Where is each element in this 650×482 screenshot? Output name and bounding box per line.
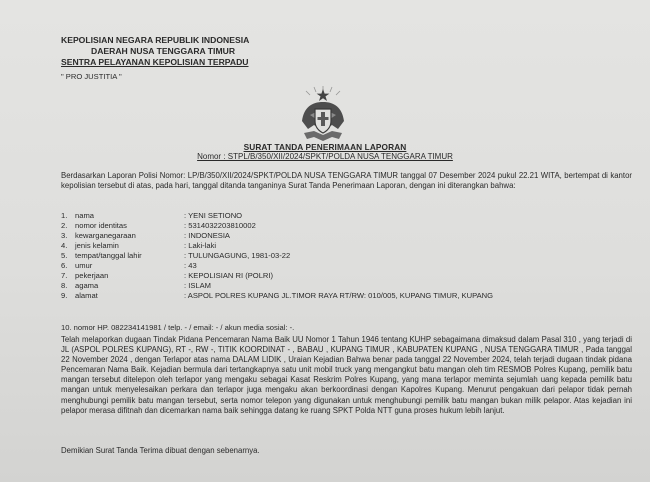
field-number: 3. [61, 231, 68, 240]
table-row [61, 271, 493, 281]
table-row [61, 211, 493, 221]
closing-statement: Demikian Surat Tanda Terima dibuat dengan sebenarnya. [61, 446, 260, 455]
field-value: : YENI SETIONO [184, 211, 243, 220]
intro-paragraph: Berdasarkan Laporan Polisi Nomor: LP/B/350/XII/2024/SPKT/POLDA NUSA TENGGARA TIMUR tanggal 07 Desember 2024 pukul 22.21 WITA, bertempat di kantor kepolisian tersebut di atas, pada hari, tanggal ditanda tanganinya Surat Tanda Penerimaan Laporan, dengan ini diterangkan bahwa: [61, 171, 632, 191]
letterhead-line-2: DAERAH NUSA TENGGARA TIMUR [91, 46, 236, 56]
field-number: 9. [61, 291, 68, 300]
field-label: nama [75, 211, 94, 220]
field-label: nomor identitas [75, 221, 127, 230]
field-value: : TULUNGAGUNG, 1981-03-22 [184, 251, 291, 260]
field-label: tempat/tanggal lahir [75, 251, 142, 260]
field-label: agama [75, 281, 99, 290]
field-number: 6. [61, 261, 68, 270]
field-label: kewarganegaraan [75, 231, 136, 240]
table-row [61, 281, 493, 291]
table-row [61, 221, 493, 231]
letterhead [61, 35, 249, 68]
table-row [61, 291, 493, 301]
table-row [61, 231, 493, 241]
letterhead-line-3: SENTRA PELAYANAN KEPOLISIAN TERPADU [61, 57, 249, 67]
field-number: 5. [61, 251, 68, 260]
table-row [61, 251, 493, 261]
field-value: : ASPOL POLRES KUPANG JL.TIMOR RAYA RT/RW: 010/005, KUPANG TIMUR, KUPANG [184, 291, 494, 300]
field-label: alamat [75, 291, 98, 300]
field-number: 1. [61, 211, 68, 220]
pro-justitia-label: " PRO JUSTITIA " [61, 72, 122, 81]
document-title: SURAT TANDA PENERIMAAN LAPORAN [243, 142, 407, 152]
field-value: : 5314032203810002 [184, 221, 256, 230]
field-value: : KEPOLISIAN RI (POLRI) [184, 271, 274, 280]
table-row [61, 261, 493, 271]
field-label: pekerjaan [75, 271, 109, 280]
field-value: : INDONESIA [184, 231, 230, 240]
field-label: umur [75, 261, 93, 270]
field-number: 8. [61, 281, 68, 290]
field-number: 2. [61, 221, 68, 230]
report-body-paragraph: Telah melaporkan dugaan Tindak Pidana Pencemaran Nama Baik UU Nomor 1 Tahun 1946 tentang KUHP sebagaimana dimaksud dalam Pasal 310 , yang terjadi di JL (ASPOL POLRES KUPANG), RT -, RW -, TITIK KOORDINAT - , BABAU , KUPANG TIMUR , KABUPATEN KUPANG , NUSA TENGGARA TIMUR , Pada tanggal 22 November 2024 , dengan Terlapor atas nama DALAM LIDIK , Uraian Kejadian Bahwa benar pada tanggal 22 November 2024, telah terjadi dugaan tindak pidana Pencemaran Nama Baik. Kejadian bermula dari tertangkapnya satu unit mobil truck yang mengangkut batu mangan oleh tim RESMOB Polres Kupang, pemilik batu mangan tersebut ditelepon oleh terlapor yang mengaku sebagai Kasat Reskrim Polres Kupang, yang mana terlapor meminta sejumlah uang kepada pemilik batu mangan untuk menyelesaikan perkara dan terlapor juga mengaku akan berkoordinasi dengan Kapolres Kupang. Menurut pengakuan dari pelapor tidak pernah menghubungi pemilik batu mangan tersebut, serta nomor telepon yang digunakan untuk menghubungi pemilik batu mangan bukan milik pelapor. Atas kejadian ini pelapor merasa difitnah dan dicemarkan nama baik sehingga datang ke ruang SPKT Polda NTT guna proses hukum lebih lanjut. [61, 335, 632, 415]
field-number: 7. [61, 271, 68, 280]
field-value: : Laki-laki [184, 241, 217, 250]
table-row [61, 241, 493, 251]
field-value: : 43 [184, 261, 197, 270]
reporter-details-table [61, 211, 493, 301]
field-value: : ISLAM [184, 281, 212, 290]
field-number: 4. [61, 241, 68, 250]
contact-line: 10. nomor HP. 082234141981 / telp. - / email: - / akun media sosial: -. [61, 323, 295, 332]
letterhead-line-1: KEPOLISIAN NEGARA REPUBLIK INDONESIA [61, 35, 250, 45]
document-number: Nomor : STPL/B/350/XII/2024/SPKT/POLDA NUSA TENGGARA TIMUR [197, 152, 453, 161]
police-emblem-icon [292, 85, 354, 147]
field-label: jenis kelamin [75, 241, 119, 250]
